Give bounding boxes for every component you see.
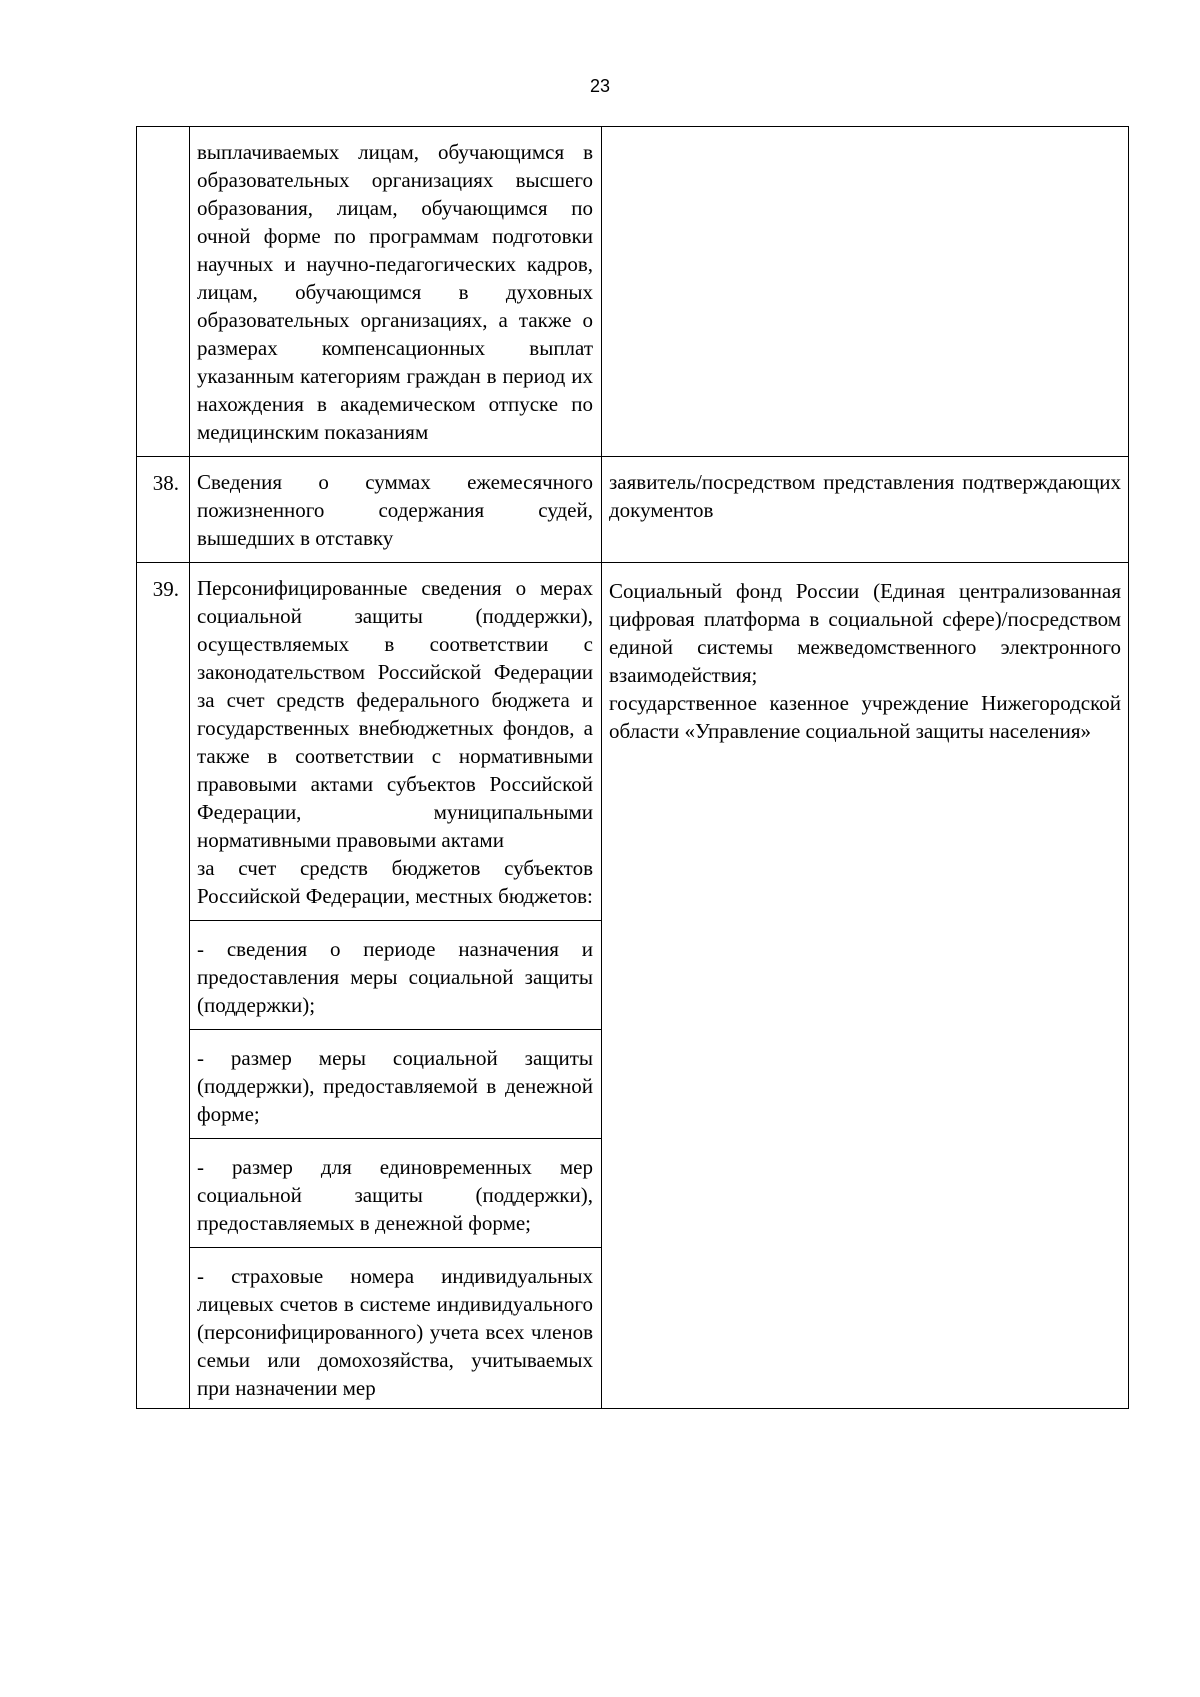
row-name-main: Персонифицированные сведения о мерах социальной защиты (поддержки), осуществляемых в соответствии с законодательством Российской Федерации за счет средств федерального бюджета и государственных внебюджетных фондов, а также в соответствии с нормативными правовыми актами субъектов Российской Федерации, муниципальными нормативными правовыми актами (197, 576, 593, 852)
subitem-cell (190, 1030, 602, 1139)
table-row-39 (137, 563, 1129, 921)
page-number: 23 (589, 76, 611, 96)
row-source-cell (602, 457, 1129, 563)
subitem-text: - страховые номера индивидуальных лицевых счетов в системе индивидуального (персонифицированного) учета всех членов семьи или домохозяйства, учитываемых при назначении мер (197, 1264, 593, 1400)
row-source-text (602, 563, 1128, 755)
row-number (137, 127, 189, 139)
row-source-text (602, 127, 1128, 148)
row-name-continuation: за счет средств бюджетов субъектов Российской Федерации, местных бюджетов: (197, 856, 593, 908)
subitem-text: - размер меры социальной защиты (поддержки), предоставляемой в денежной форме; (197, 1046, 593, 1126)
row-number-cell (137, 127, 190, 457)
row-name-cell (190, 127, 602, 457)
row-source-part-1: Социальный фонд России (Единая централизованная цифровая платформа в социальной сфере)/посредством единой системы межведомственного электронного взаимодействия; (609, 579, 1121, 687)
row-name-text (190, 563, 601, 920)
subitem-text: - сведения о периоде назначения и предоставления меры социальной защиты (поддержки); (197, 937, 593, 1017)
row-number: 38. (152, 471, 179, 495)
subitem-cell (190, 1139, 602, 1248)
subitem-cell (190, 1248, 602, 1409)
row-name-text: выплачиваемых лицам, обучающимся в образовательных организациях высшего образования, лицам, обучающимся по очной форме по программам подготовки научных и научно-педагогических кадров, лицам, обучающимся в духовных образовательных организациях, а также о размерах компенсационных выплат указанным категориям граждан в период их нахождения в академическом отпуске по медицинским показаниям (197, 140, 593, 444)
row-number: 39. (152, 577, 179, 601)
row-source-cell (602, 563, 1129, 1409)
row-source-cell (602, 127, 1129, 457)
row-number-cell (137, 563, 190, 1409)
subitem-text: - размер для единовременных мер социальной защиты (поддержки), предоставляемых в денежной форме; (197, 1155, 593, 1235)
row-source-text: заявитель/посредством представления подтверждающих документов (609, 470, 1121, 522)
row-name-cell (190, 457, 602, 563)
row-name-cell (190, 563, 602, 921)
table-row-38 (137, 457, 1129, 563)
subitem-cell (190, 921, 602, 1030)
data-sources-table (136, 126, 1129, 1409)
table-row-37-continued (137, 127, 1129, 457)
row-name-text: Сведения о суммах ежемесячного пожизненного содержания судей, вышедших в отставку (197, 470, 593, 550)
row-source-part-2: государственное казенное учреждение Нижегородской области «Управление социальной защиты населения» (609, 691, 1121, 743)
row-number-cell (137, 457, 190, 563)
